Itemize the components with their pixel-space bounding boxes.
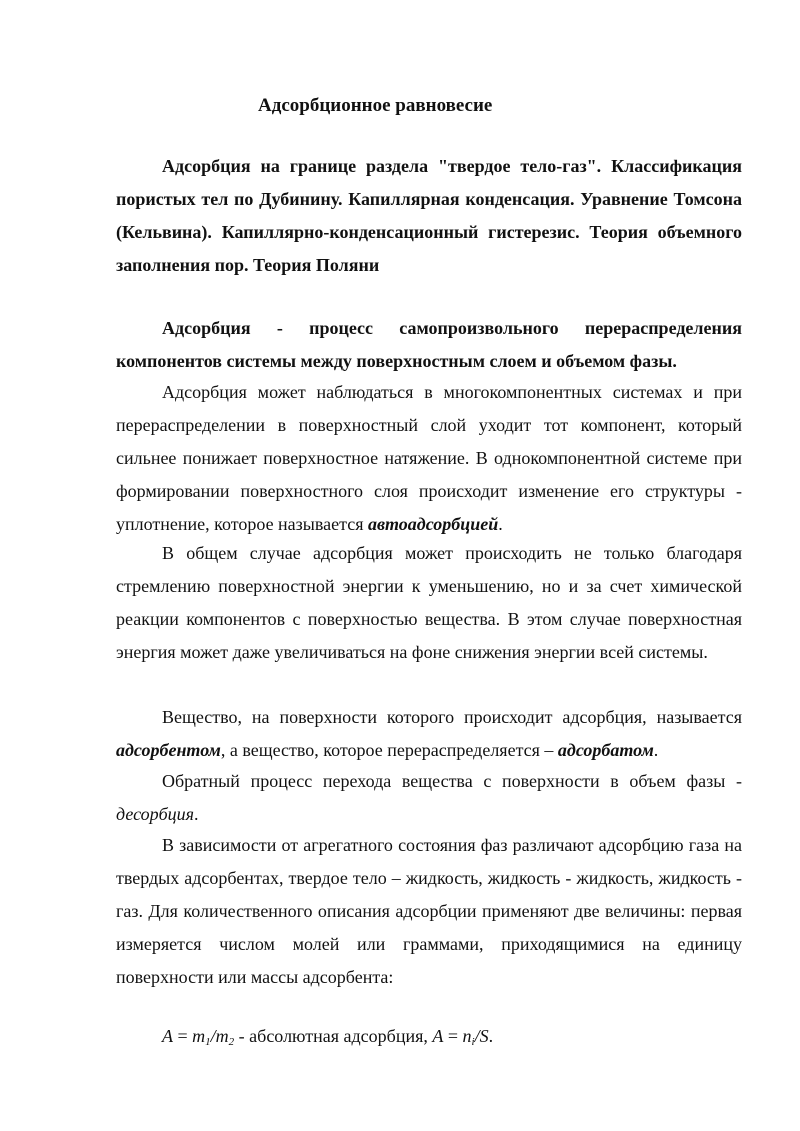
definition-paragraph: Адсорбция - процесс самопроизвольного перераспределения компонентов системы между поверхностным слоем и объемом фазы.	[116, 318, 742, 371]
formula-var-m2: m	[215, 1026, 229, 1046]
paragraph-aggregate-states: В зависимости от агрегатного состояния фаз различают адсорбцию газа на твердых адсорбентах, твердое тело – жидкость, жидкость - жидкость, жидкость - газ. Для количественного описания адсорбции применяют две величины: первая измеряется числом молей или граммами, приходящимися на единицу поверхности или массы адсорбента:	[116, 835, 742, 987]
paragraph-text: Обратный процесс перехода вещества с поверхности в объем фазы -	[162, 771, 742, 791]
topics-heading: Адсорбция на границе раздела "твердое тело-газ". Классификация пористых тел по Дубинину. Капиллярная конденсация. Уравнение Томсона (Кельвина). Капиллярно-конденсационный гистерезис. Теория объемного заполнения пор. Теория Поляни	[116, 156, 742, 275]
formula-slash: /	[210, 1026, 216, 1046]
paragraph-text: Вещество, на поверхности которого происходит адсорбция, называется	[162, 707, 742, 727]
paragraph-end: .	[653, 740, 659, 760]
term-desorption: десорбция	[116, 804, 195, 824]
paragraph-chemical-reaction: В общем случае адсорбция может происходить не только благодаря стремлению поверхностной энергии к уменьшению, но и за счет химической реакции компонентов с поверхностью вещества. В этом случае поверхностная энергия может даже увеличиваться на фоне снижения энергии всей системы.	[116, 543, 742, 662]
formula-sub-2: 2	[228, 1036, 235, 1048]
formula-sub-i: i	[471, 1036, 475, 1048]
formula-equals-2: =	[443, 1026, 463, 1046]
paragraph-text: Адсорбция может наблюдаться в многокомпонентных системах и при перераспределении в поверхностный слой уходит тот компонент, который сильнее понижает поверхностное натяжение. В однокомпонентной системе при формировании поверхностного слоя происходит изменение его структуры - уплотнение, которое называется	[116, 382, 742, 534]
formula-var-n: n	[462, 1026, 472, 1046]
term-adsorbate: адсорбатом	[557, 740, 654, 760]
formula-var-m1: m	[192, 1026, 206, 1046]
paragraph-autoadsorption	[116, 376, 742, 541]
page-title: Адсорбционное равновесие	[258, 95, 493, 116]
formula-equals: =	[173, 1026, 193, 1046]
paragraph-desorption	[116, 765, 742, 831]
formula-slash-2: /	[474, 1026, 480, 1046]
formula-description: - абсолютная адсорбция,	[234, 1026, 433, 1046]
paragraph-text: , а вещество, которое перераспределяется –	[220, 740, 558, 760]
formula-var-a2: A	[432, 1026, 444, 1046]
formula-sub-1: 1	[205, 1036, 211, 1048]
formula-var-s: S	[479, 1026, 489, 1046]
paragraph-end: .	[194, 804, 199, 824]
formula-var-a: A	[162, 1026, 173, 1046]
paragraph-end: .	[498, 514, 503, 534]
adsorption-formula	[162, 1026, 493, 1047]
paragraph-adsorbent	[116, 701, 742, 767]
term-adsorbent: адсорбентом	[116, 740, 221, 760]
formula-end: .	[488, 1026, 494, 1046]
term-autoadsorption: автоадсорбцией	[367, 514, 499, 534]
